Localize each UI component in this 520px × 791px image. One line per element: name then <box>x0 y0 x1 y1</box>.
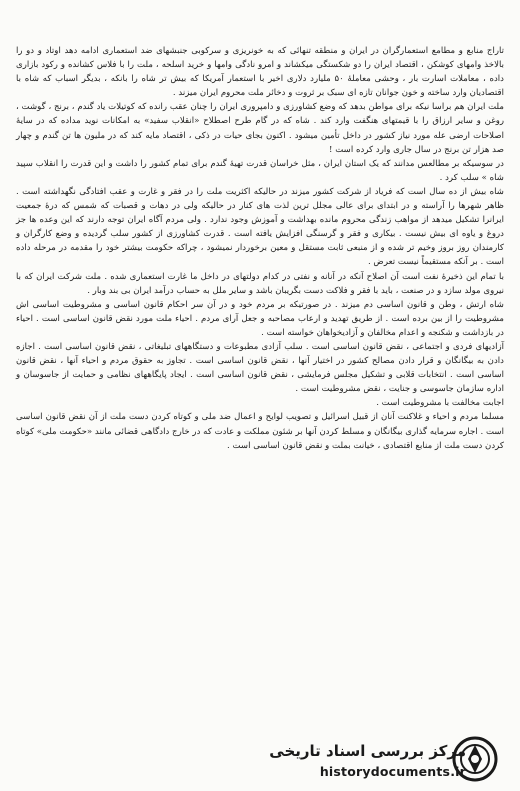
paragraph: شاه ارتش ، وطن و قانون اساسی دم میزند . در صورتیکه بر مردم خود و در آن سر احکام قانون اساسی و مشروطیت اساسی اش مشروطیت را از بین برده است . از طریق تهدید و ارعاب مصاحبه و جعل آرای مردم . احیاء ملت مورد نقض قانون اساسی است . احیاء در بازداشت و شکنجه و اعدام مخالفان و آزادیخواهان خواسته است . <box>16 299 504 338</box>
paragraph: ملت ایران هم براسا نیکه برای مواطن بدهد که وضع کشاورزی و دامپروری ایران را چنان عقب رانده که کوتیلات یاد گندم ، برنج ، گوشت ، روغن و سایر ارزاق را با قیمتهای هنگفت وارد کند . شاه که در گام طرح اصطلاح «انقلاب سفید» به امکانات نوید مداده که در سایهٔ اصلاحات ارضی عله مورد نیاز کشور در داخل تأمین میشود . اکنون بجای حیات در ذکی ، اقتصاد مایه کند که در ملیون ها تن گندم و چهار صد هزار تن برنج در سال جاری وارد کرده است ! <box>16 102 504 155</box>
stamp-seal-icon <box>452 736 498 782</box>
paragraph: اجابت مخالفت با مشروطیت است . <box>376 398 504 409</box>
paragraph: مسلما مردم و احیاء و غلاکنت آنان از قبیل اسرائیل و تصویب لوایح و اعمال ضد ملی و کوتاه کردن دست ملت از آن نقض قانون اساسی است . اجاره سرمایه گذاری بیگانگان و مسلط کردن آنها بر شئون مملکت و عادت که در خارج دادگاهی قضائی مانند «حکومت ملی» کوتاه کردن دست ملت از منابع اقتصادی ، خیانت بملت و نقض قانون اساسی است . <box>16 412 504 451</box>
archive-watermark-title: مرکز بررسی اسناد تاریخی <box>269 742 466 760</box>
paragraph: شاه بیش از ده سال است که فریاد از شرکت کشور میزند در حالیکه اکثریت ملت را در فقر و غارت و عقب افتادگی نگهداشته است . ظاهر شهرها را آراسته و در ابتدای برای عالی مجلل ترین لذت های کنار در حالیکه ولی در دهات و قصبات که شمس که درهٔ جمعیت ایرانرا تشکیل میدهد از مواهب زندگی محروم مانده بهداشت و آموزش وجود ندارد . ولی مردم آگاه ایران توجه دارند که این وعده ها جز دروغ و یاوه ای بیش نیست . بیکاری و فقر و گرسنگی افزایش یافته است . قدرت کشاورزی از کشور سلب گردیده و وضع کارگران و کارمندان روز بروز وخیم تر شده و از منبعی ثابت مستقل و معین برخوردار نمیشود ، چراکه حکومت بیشتر خود را مقدمه در مرحله داده است . بر آنکه مستقیماً نیست تعرض . <box>16 186 504 268</box>
paragraph: با تمام این ذخیرهٔ نفت است آن اصلاح آنکه در آنانه و نفتی در کدام دولتهای در داخل ما غارت استعماری شده . ملت شرکت ایران که با نیروی مولد سازد و در صنعت ، باید با فقر و فلاکت دست بگریبان باشد و سایر ملل به حساب درآمد ایران بی بند وبار . <box>16 271 504 296</box>
paragraph: در سوسیکه بر مطالعس مدانند که یک استان ایران ، مثل خراسان قدرت تهیهٔ گندم برای تمام کشور را داشت و این قدرت را انقلاب سپید شاه » سلب کرد . <box>16 158 504 183</box>
handwritten-letter-body <box>16 44 504 453</box>
archive-watermark-url: historydocuments.ir <box>319 764 466 779</box>
paragraph: تاراج منابع و مطامع استعمارگران در ایران و منطقه تنهائی که به خونریزی و سرکوبی جنبشهای ضد استعماری ادامه دهد اوتاد و دو را بالاخذ وامهای کوشکن ، اقتصاد ایران را دو شکستگی میکشاند و امرو نادگی وامها و خرید اسلحه ، ملت را با فلاس کشانده و رکود بازاری داده ، معاملات اسارت بار ، وحشی معاملهٔ ۵۰ ملیارد دلاری اخیر با استعمار آمریکا که بیش تر شاه را بانکه ، بدیگر اسباب که شاه با اقتصادیان وارد ساخته و خون جوانان تازه ای سبک بر ثروت و دخائر ملت محروم ایران میزند . <box>16 46 504 99</box>
paragraph: آزادیهای فردی و اجتماعی ، نقض قانون اساسی است . سلب آزادی مطبوعات و دستگاههای تبلیغاتی ، نقض قانون اساسی است . اجازه دادن به بیگانگان و قرار دادن مصالح کشور در اختیار آنها ، نقض قانون اساسی است . تجاوز به حقوق مردم و احیاء آنها ، نقض قانون اساسی است . انتخابات قلابی و تشکیل مجلس فرمایشی ، نقض قانون اساسی است . ایجاد پایگاههای نظامی و حمایت از جاسوسان و اداره سازمان جاسوسی و جنایت ، نقض مشروطیت است . <box>16 341 504 395</box>
